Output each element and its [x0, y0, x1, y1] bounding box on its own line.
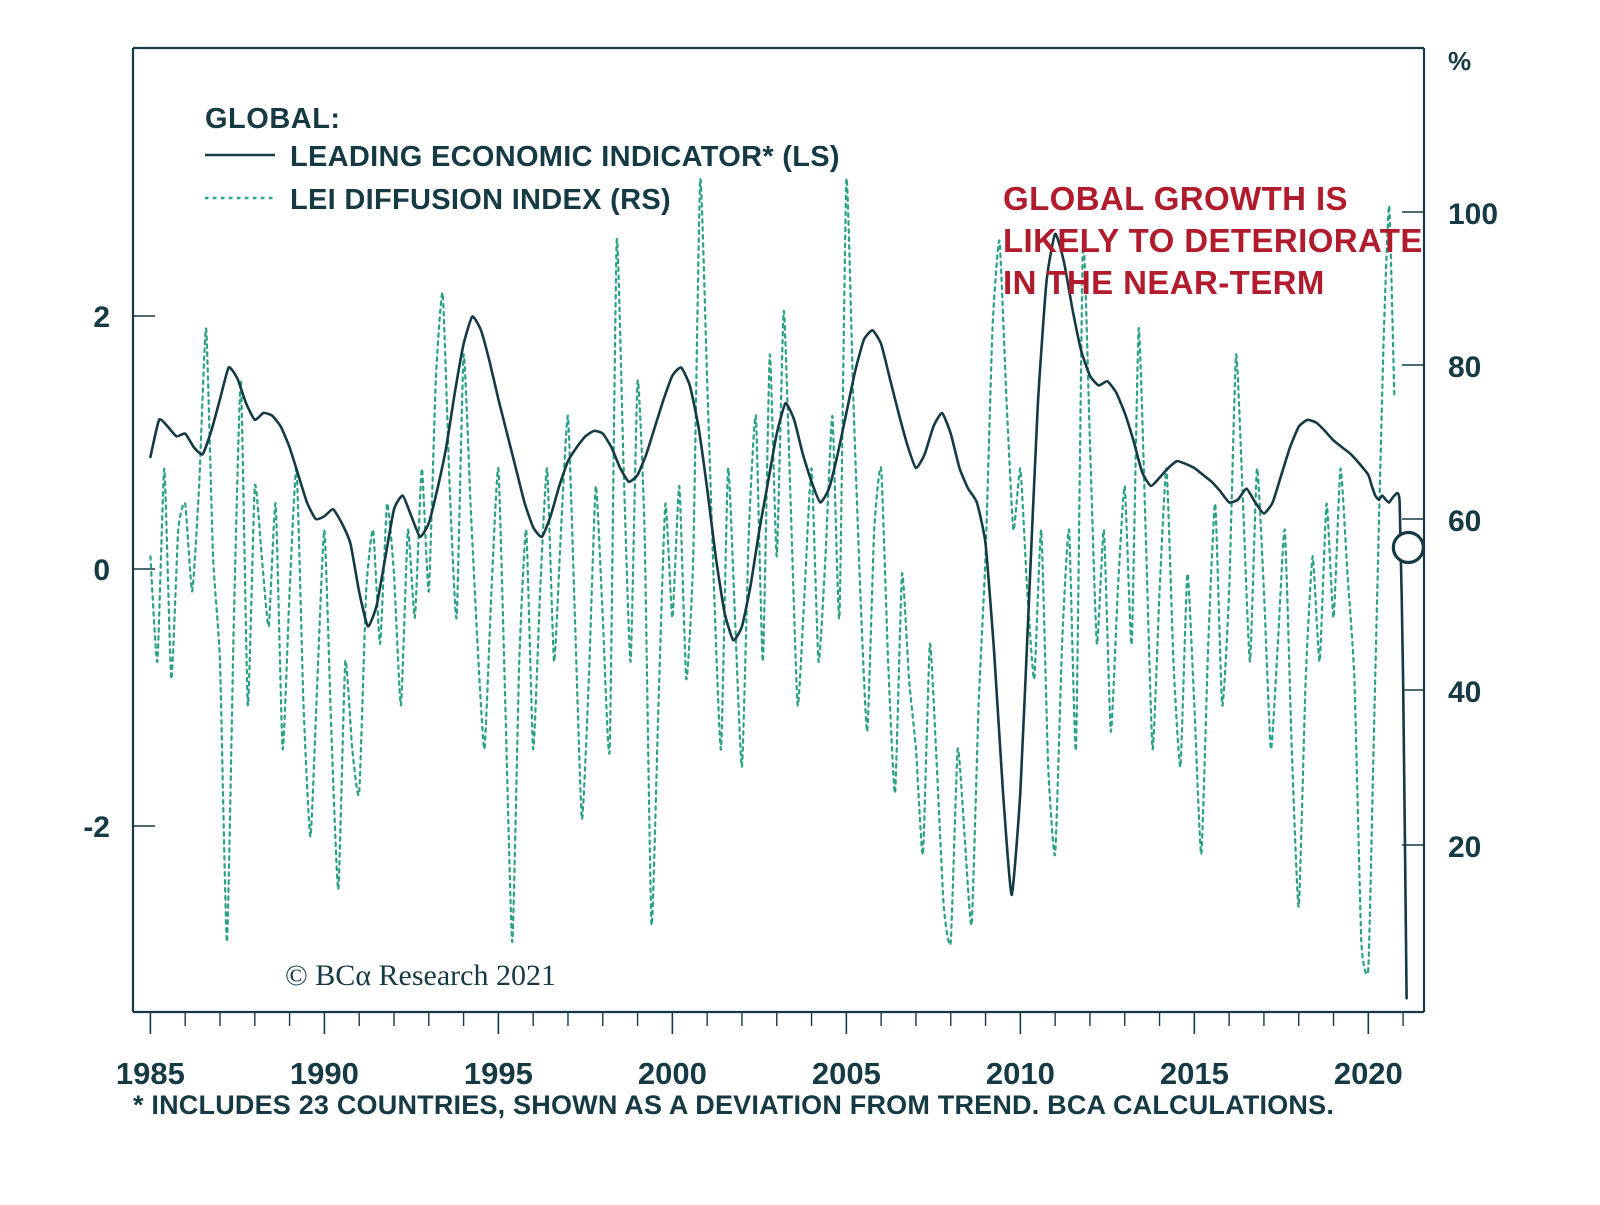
right-tick-label-20: 20 [1448, 831, 1482, 864]
annotation-callout [1003, 180, 1423, 301]
legend-label-lei: LEADING ECONOMIC INDICATOR* (LS) [290, 141, 840, 173]
x-tick-label-2005: 2005 [811, 1056, 881, 1091]
x-tick-label-2010: 2010 [985, 1056, 1055, 1091]
right-tick-label-60: 60 [1448, 505, 1482, 538]
legend [205, 103, 840, 216]
x-tick-label-1990: 1990 [289, 1056, 359, 1091]
right-axis-ticks [1402, 212, 1424, 845]
right-tick-label-100: 100 [1448, 198, 1499, 231]
right-tick-label-80: 80 [1448, 351, 1482, 384]
copyright-notice: © BCα Research 2021 [285, 959, 556, 992]
x-axis-tick-labels [116, 1056, 1403, 1091]
right-axis-tick-labels [1448, 46, 1498, 864]
left-tick-label-0: 0 [93, 554, 110, 587]
left-tick-label-2: 2 [93, 301, 110, 334]
annotation-line-1: GLOBAL GROWTH IS [1003, 180, 1348, 217]
x-tick-label-2020: 2020 [1333, 1056, 1403, 1091]
legend-label-diffusion: LEI DIFFUSION INDEX (RS) [290, 184, 671, 216]
x-tick-label-1985: 1985 [115, 1056, 185, 1091]
left-axis-tick-labels [83, 301, 110, 844]
right-axis-unit-label: % [1448, 46, 1472, 76]
left-tick-label-minus2: -2 [83, 811, 110, 844]
end-value-marker [1393, 533, 1423, 563]
series-group [150, 178, 1423, 998]
x-tick-label-2000: 2000 [637, 1056, 707, 1091]
footnote: * INCLUDES 23 COUNTRIES, SHOWN AS A DEVIATION FROM TREND. BCA CALCULATIONS. [133, 1090, 1335, 1120]
annotation-line-2: LIKELY TO DETERIORATE [1003, 222, 1423, 259]
x-tick-label-2015: 2015 [1159, 1056, 1229, 1091]
legend-title: GLOBAL: [205, 103, 341, 135]
annotation-line-3: IN THE NEAR-TERM [1003, 264, 1325, 301]
x-tick-label-1995: 1995 [463, 1056, 533, 1091]
x-axis-ticks [150, 1012, 1403, 1034]
left-axis-ticks [133, 316, 155, 826]
right-tick-label-40: 40 [1448, 676, 1482, 709]
